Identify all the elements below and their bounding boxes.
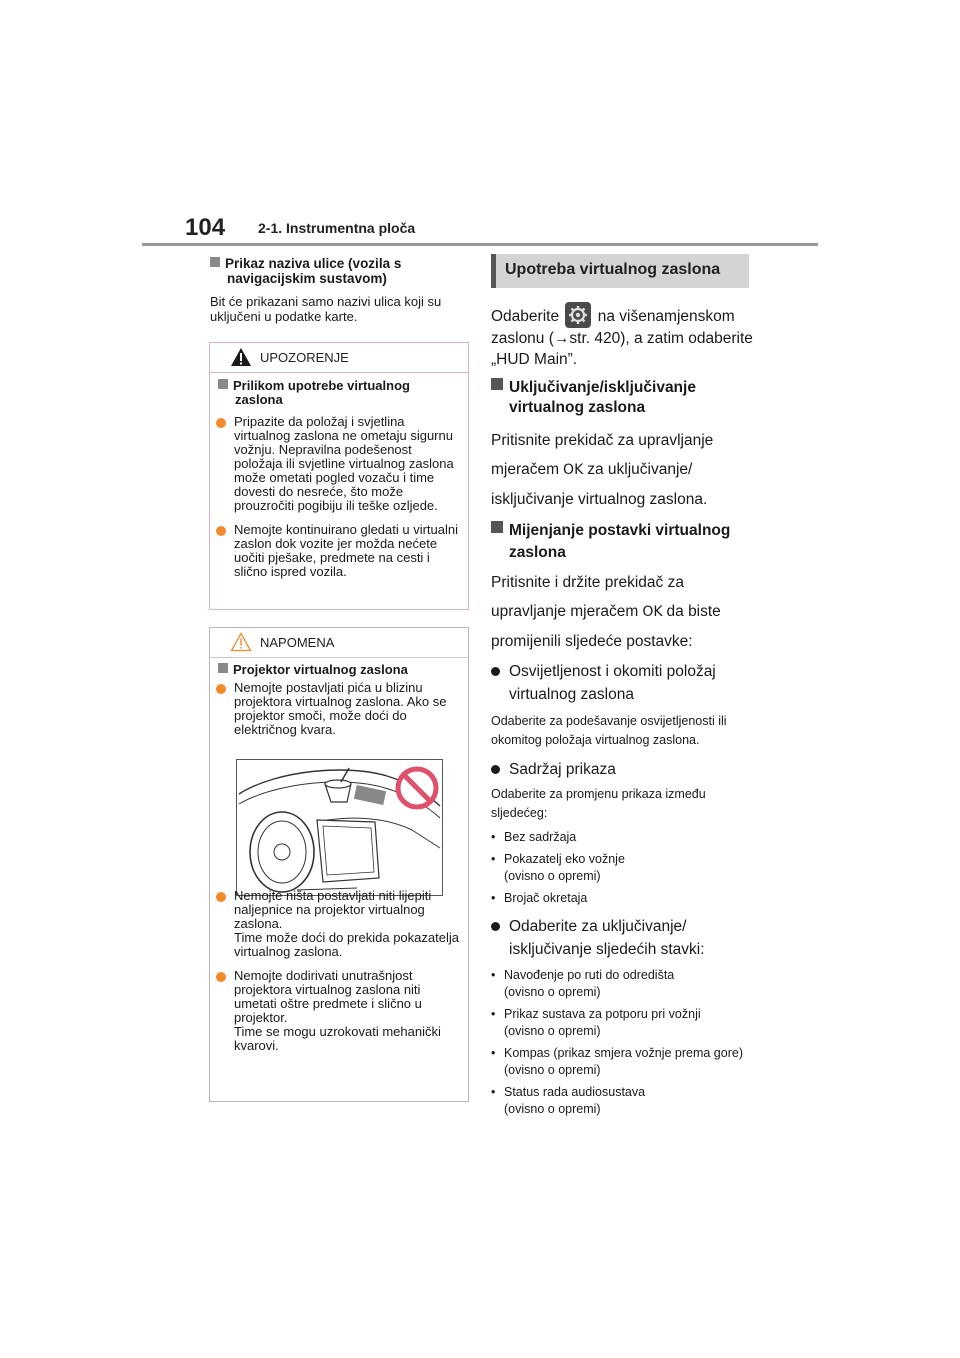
warning-item-text: Nemojte kontinuirano gledati u virtualni zaslon dok vozite jer možda nećete uočiti pješake, predmete na cesti i slično ispred vozila.: [234, 522, 459, 579]
onoff-text-a: Pritisnite prekidač za upravljanje mjeračem: [491, 432, 714, 478]
orange-bullet-icon: [216, 972, 226, 982]
warning-title: UPOZORENJE: [260, 350, 349, 365]
street-name-heading-text: Prikaz naziva ulice (vozila s navigacijskim sustavom): [225, 256, 402, 286]
orange-bullet-icon: [216, 892, 226, 902]
street-name-text: Bit će prikazani samo nazivi ulica koji su uključeni u podatke karte.: [210, 294, 442, 324]
warning-item: [216, 523, 462, 579]
content-text: Odaberite za promjenu prikaza između sljedećeg:: [491, 787, 706, 820]
intro-text-b: na višenamjenskom zaslonu (→str. 420), a zatim odaberite „HUD Main”.: [491, 308, 753, 368]
brightness-heading: [491, 660, 761, 706]
header-divider: [142, 243, 818, 246]
page-number: 104: [185, 214, 226, 241]
section-banner: [491, 254, 749, 288]
street-name-heading: [210, 256, 468, 286]
notice-box: [209, 627, 469, 1102]
settings-text: [491, 568, 761, 656]
settings-heading: [491, 520, 761, 564]
notice-item-text: Time se mogu uzrokovati mehanički kvarovi.: [234, 1024, 441, 1053]
toggle-list-item: • Kompas (prikaz smjera vožnje prema gore) (ovisno o opremi): [491, 1045, 761, 1079]
square-bullet-icon: [218, 379, 228, 389]
intro-text: [491, 302, 761, 370]
notice-subheading: [218, 663, 460, 677]
settings-gear-icon: [565, 302, 591, 328]
onoff-text-b: za uključivanje/ isključivanje virtualnog zaslona.: [491, 461, 708, 508]
intro-text-a: Odaberite: [491, 308, 560, 325]
brightness-heading-text: Osvijetljenost i okomiti položaj virtualnog zaslona: [509, 663, 716, 703]
notice-triangle-icon: [230, 632, 252, 657]
orange-bullet-icon: [216, 684, 226, 694]
notice-subheading-text: Projektor virtualnog zaslona: [233, 662, 408, 677]
square-bullet-icon: [218, 663, 228, 673]
warning-header: [210, 343, 468, 373]
notice-item: [216, 969, 462, 1053]
square-bullet-icon: [491, 378, 503, 390]
ok-button-icon: OK: [642, 604, 663, 620]
ok-button-icon: OK: [563, 462, 584, 478]
notice-item-text: Nemojte ništa postavljati niti lijepiti naljepnice na projektor virtualnog zaslona.: [234, 888, 432, 931]
chapter-title: 2-1. Instrumentna ploča: [258, 220, 416, 236]
brightness-text: Odaberite za podešavanje osvijetljenosti ili okomitog položaja virtualnog zaslona.: [491, 714, 727, 747]
notice-item: [216, 681, 462, 737]
orange-bullet-icon: [216, 526, 226, 536]
warning-triangle-icon: [230, 347, 252, 372]
projector-illustration: [236, 759, 443, 896]
warning-box: [209, 342, 469, 610]
banner-bar: [491, 254, 496, 288]
warning-item: [216, 415, 462, 513]
onoff-heading: [491, 378, 761, 418]
notice-header: [210, 628, 468, 658]
content-heading-text: Sadržaj prikaza: [509, 761, 616, 778]
toggle-list-item: • Prikaz sustava za potporu pri vožnji (ovisno o opremi): [491, 1006, 761, 1040]
settings-text-a: Pritisnite i držite prekidač za upravljanje mjeračem: [491, 574, 684, 620]
notice-item-text: Nemojte dodirivati unutrašnjost projektora virtualnog zaslona niti umetati oštre predmete i slično u projektor.: [234, 968, 422, 1025]
content-list-item: • Pokazatelj eko vožnje (ovisno o opremi): [491, 851, 761, 885]
round-bullet-icon: [491, 667, 500, 676]
square-bullet-icon: [491, 521, 503, 533]
content-list-item: • Brojač okretaja: [491, 890, 761, 907]
round-bullet-icon: [491, 922, 500, 931]
content-list-item: • Bez sadržaja: [491, 829, 761, 846]
notice-title: NAPOMENA: [260, 635, 335, 650]
onoff-text: [491, 426, 761, 514]
content-heading: [491, 758, 761, 781]
section-title: Upotreba virtualnog zaslona: [505, 261, 721, 278]
warning-subheading-text: Prilikom upotrebe virtualnog zaslona: [233, 378, 410, 407]
notice-item-text: Time može doći do prekida pokazatelja virtualnog zaslona.: [234, 930, 459, 959]
settings-text-b: da biste promijenili sljedeće postavke:: [491, 603, 721, 650]
round-bullet-icon: [491, 765, 500, 774]
toggle-list-item: • Navođenje po ruti do odredišta (ovisno o opremi): [491, 967, 761, 1001]
toggle-list-item: • Status rada audiosustava (ovisno o opremi): [491, 1084, 761, 1118]
toggle-heading: [491, 915, 761, 961]
toggle-heading-text: Odaberite za uključivanje/ isključivanje sljedećih stavki:: [509, 918, 705, 958]
notice-item-text: Nemojte postavljati pića u blizinu projektora virtualnog zaslona. Ako se projektor smoči, može doći do električnog kvara.: [234, 680, 447, 737]
onoff-heading-text: Uključivanje/isključivanje virtualnog zaslona: [509, 379, 696, 416]
orange-bullet-icon: [216, 418, 226, 428]
notice-item: [216, 889, 462, 959]
warning-subheading: [218, 379, 460, 407]
settings-heading-text: Mijenjanje postavki virtualnog zaslona: [509, 522, 731, 561]
right-column: [491, 302, 761, 1118]
warning-item-text: Pripazite da položaj i svjetlina virtualnog zaslona ne ometaju sigurnu vožnju. Nepravilna podešenost položaja ili svjetline virtualnog zaslona može ometati pogled vozaču i time dovesti do nesreće, što može prouzročiti pogibiju ili teške ozljede.: [234, 414, 454, 513]
square-bullet-icon: [210, 257, 220, 267]
